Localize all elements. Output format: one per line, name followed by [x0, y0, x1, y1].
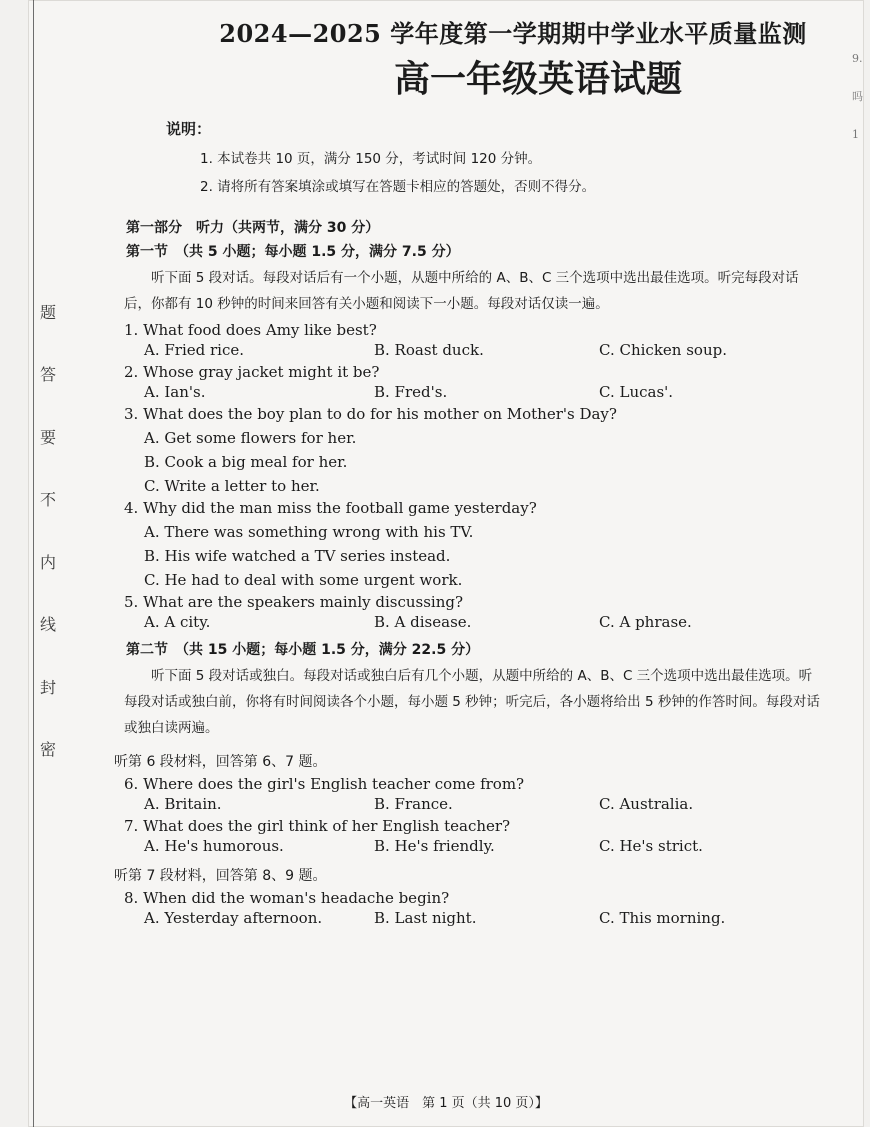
option-a: A. Ian's. — [144, 383, 206, 401]
exam-page — [28, 0, 864, 1127]
question-8: 8. When did the woman's headache begin? — [124, 889, 450, 907]
option-a: A. Get some flowers for her. — [144, 429, 357, 447]
adjacent-text: 1 — [852, 128, 859, 141]
question-3: 3. What does the boy plan to do for his mother on Mother's Day? — [124, 405, 617, 423]
option-c: C. Australia. — [599, 795, 694, 813]
option-b: B. His wife watched a TV series instead. — [144, 547, 451, 565]
option-b: B. Cook a big meal for her. — [144, 453, 348, 471]
section-intro: 听下面 5 段对话或独白。每段对话或独白后有几个小题，从题中所给的 A、B、C 三个选项中选出最佳选项。听每段对话或独白前，你将有时间阅读各个小题，每小题 5 秒钟；听完后，各小题将给出 5 秒钟的作答时间。每段对话或独白读两遍。 — [124, 668, 820, 736]
part-heading: 第一部分 听力（共两节，满分 30 分） — [126, 220, 380, 236]
option-c: C. He's strict. — [599, 837, 703, 855]
question-7: 7. What does the girl think of her English teacher? — [124, 817, 511, 835]
option-b: B. Fred's. — [374, 383, 448, 401]
options-row — [144, 613, 858, 631]
adjacent-text: 吗 — [852, 90, 863, 103]
margin-char: 要 — [39, 427, 56, 447]
margin-char: 封 — [39, 677, 56, 697]
option-b: B. He's friendly. — [374, 837, 495, 855]
section-heading: 第二节 （共 15 小题；每小题 1.5 分，满分 22.5 分） — [126, 642, 480, 658]
option-a: A. Fried rice. — [144, 341, 245, 359]
option-b: B. Roast duck. — [374, 341, 484, 359]
option-c: C. Lucas'. — [599, 383, 674, 401]
option-a: A. There was something wrong with his TV. — [144, 523, 474, 541]
option-c: C. A phrase. — [599, 613, 692, 631]
adjacent-text: 9. — [852, 52, 863, 65]
margin-char: 线 — [39, 615, 56, 635]
margin-warning — [28, 300, 68, 760]
margin-char: 不 — [39, 490, 56, 510]
adjacent-page-edge — [852, 40, 870, 160]
exam-title: 2024—2025 学年度第一学期期中学业水平质量监测 — [219, 19, 807, 48]
margin-char: 内 — [39, 552, 56, 572]
exam-subtitle: 高一年级英语试题 — [393, 59, 682, 100]
margin-char: 答 — [39, 365, 56, 385]
option-a: A. A city. — [144, 613, 211, 631]
margin-char: 题 — [39, 303, 56, 322]
question-2: 2. Whose gray jacket might it be? — [124, 363, 380, 381]
question-6: 6. Where does the girl's English teacher come from? — [124, 775, 525, 793]
section-intro: 听下面 5 段对话。每段对话后有一个小题，从题中所给的 A、B、C 三个选项中选出最佳选项。听完每段对话后，你都有 10 秒钟的时间来回答有关小题和阅读下一小题。每段对话仅读一遍。 — [124, 270, 799, 312]
option-a: A. He's humorous. — [144, 837, 284, 855]
material-note: 听第 7 段材料，回答第 8、9 题。 — [114, 868, 327, 884]
material-note: 听第 6 段材料，回答第 6、7 题。 — [114, 754, 327, 770]
option-b: B. Last night. — [374, 909, 477, 927]
option-b: B. France. — [374, 795, 453, 813]
options-row — [144, 383, 858, 401]
page-footer: 【高一英语 第 1 页（共 10 页）】 — [344, 1096, 548, 1111]
options-row — [144, 837, 858, 855]
question-5: 5. What are the speakers mainly discussing? — [124, 593, 464, 611]
option-c: C. Chicken soup. — [599, 341, 727, 359]
option-c: C. This morning. — [599, 909, 726, 927]
instructions-heading: 说明： — [166, 120, 212, 138]
option-b: B. A disease. — [374, 613, 472, 631]
option-a: A. Britain. — [144, 795, 222, 813]
instruction-item: 2. 请将所有答案填涂或填写在答题卡相应的答题处，否则不得分。 — [200, 179, 596, 195]
page-content — [98, 14, 858, 927]
margin-char: 密 — [39, 739, 56, 759]
option-c: C. He had to deal with some urgent work. — [144, 571, 463, 589]
instruction-item: 1. 本试卷共 10 页，满分 150 分，考试时间 120 分钟。 — [200, 151, 542, 167]
options-row — [144, 795, 858, 813]
options-row — [144, 341, 858, 359]
section-heading: 第一节 （共 5 小题；每小题 1.5 分，满分 7.5 分） — [126, 244, 460, 260]
option-a: A. Yesterday afternoon. — [144, 909, 323, 927]
option-c: C. Write a letter to her. — [144, 477, 320, 495]
question-1: 1. What food does Amy like best? — [124, 321, 377, 339]
question-4: 4. Why did the man miss the football game yesterday? — [124, 499, 537, 517]
options-row — [144, 909, 858, 927]
